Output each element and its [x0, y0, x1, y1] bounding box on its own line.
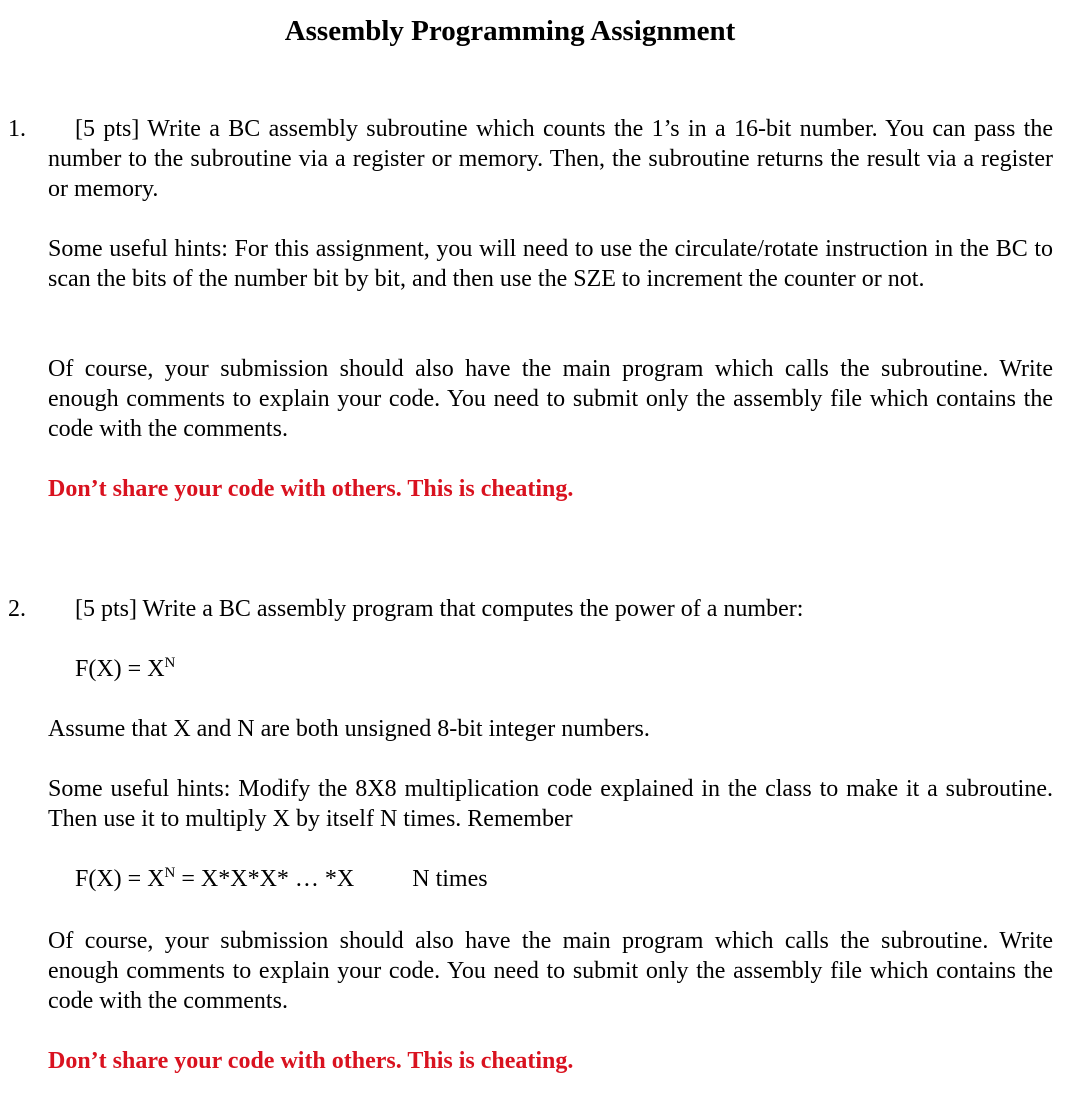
power-formula-lhs: F(X) = X: [75, 656, 165, 682]
question-2-assumption: Assume that X and N are both unsigned 8-bit integer numbers.: [48, 716, 650, 742]
question-2-number: 2.: [8, 596, 26, 622]
question-2-warning: Don’t share your code with others. This is cheating.: [48, 1048, 574, 1074]
expanded-formula-exponent: N: [164, 865, 176, 881]
power-formula-exponent: N: [164, 655, 176, 671]
expanded-formula-lhs: F(X) = X: [75, 866, 165, 892]
question-2-submission-note: Of course, your submission should also have the main program which calls the subroutine. Write enough comments to explain your code. You need to submit only the assembly file which contains the code with the comments.: [48, 928, 1053, 1014]
power-formula: [75, 654, 175, 684]
question-2-hints: Some useful hints: Modify the 8X8 multiplication code explained in the class to make it a subroutine. Then use it to multiply X by itself N times. Remember: [48, 776, 1053, 832]
expanded-formula: [75, 864, 488, 894]
question-2-prompt: [5 pts] Write a BC assembly program that computes the power of a number:: [75, 596, 804, 622]
question-1-submission-note: Of course, your submission should also have the main program which calls the subroutine. Write enough comments to explain your code. You need to submit only the assembly file which contains the code with the comments.: [48, 356, 1053, 442]
question-1-number: 1.: [8, 116, 26, 142]
page-title: Assembly Programming Assignment: [284, 15, 736, 47]
question-1-warning: Don’t share your code with others. This is cheating.: [48, 476, 574, 502]
expanded-formula-rhs: = X*X*X* … *X: [175, 866, 355, 892]
question-1-hints: Some useful hints: For this assignment, you will need to use the circulate/rotate instruction in the BC to scan the bits of the number bit by bit, and then use the SZE to increment the counter or not.: [48, 236, 1053, 292]
question-1-prompt: [5 pts] Write a BC assembly subroutine which counts the 1’s in a 16-bit number. You can pass the number to the subroutine via a register or memory. Then, the subroutine returns the result via a register or memory.: [48, 116, 1053, 202]
expanded-formula-note: N times: [412, 866, 488, 892]
